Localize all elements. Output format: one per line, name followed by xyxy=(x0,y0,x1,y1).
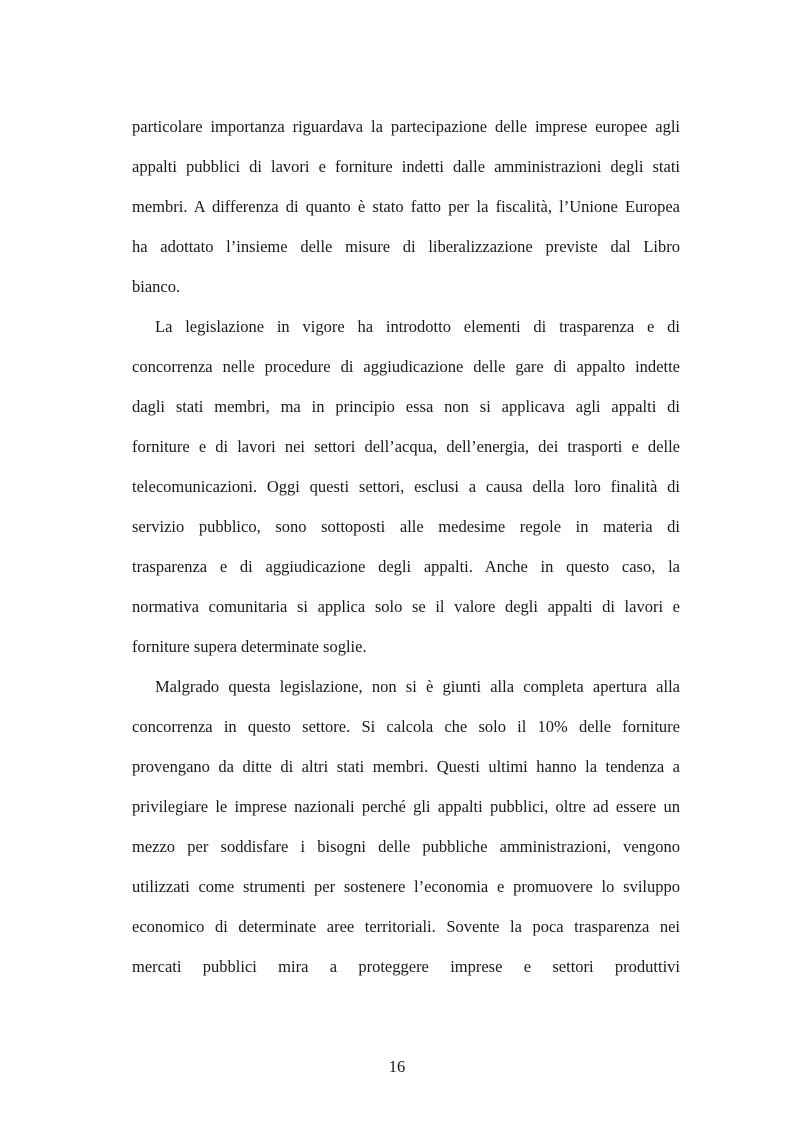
text-line: mercati pubblici mira a proteggere imprese e settori produttivi xyxy=(132,957,680,976)
text-line: telecomunicazioni. Oggi questi settori, esclusi a causa della loro finalità di xyxy=(132,477,680,496)
text-line: utilizzati come strumenti per sostenere l’economia e promuovere lo sviluppo xyxy=(132,877,680,896)
text-line: forniture supera determinate soglie. xyxy=(132,637,367,656)
text-line: trasparenza e di aggiudicazione degli appalti. Anche in questo caso, la xyxy=(132,557,680,576)
text-line: mezzo per soddisfare i bisogni delle pubbliche amministrazioni, vengono xyxy=(132,837,680,856)
page-number: 16 xyxy=(388,1057,406,1076)
text-line: economico di determinate aree territoriali. Sovente la poca trasparenza nei xyxy=(132,917,680,936)
text-line: privilegiare le imprese nazionali perché gli appalti pubblici, oltre ad essere un xyxy=(132,797,680,816)
text-line: membri. A differenza di quanto è stato fatto per la fiscalità, l’Unione Europea xyxy=(132,197,680,216)
text-line: ha adottato l’insieme delle misure di liberalizzazione previste dal Libro xyxy=(132,237,680,256)
text-line: normativa comunitaria si applica solo se il valore degli appalti di lavori e xyxy=(132,597,680,616)
text-line: dagli stati membri, ma in principio essa non si applicava agli appalti di xyxy=(132,397,680,416)
text-line: concorrenza in questo settore. Si calcola che solo il 10% delle forniture xyxy=(132,717,680,736)
paragraph-first-line: Malgrado questa legislazione, non si è giunti alla completa apertura alla xyxy=(155,677,680,696)
text-line: concorrenza nelle procedure di aggiudicazione delle gare di appalto indette xyxy=(132,357,680,376)
text-line: servizio pubblico, sono sottoposti alle medesime regole in materia di xyxy=(132,517,680,536)
text-line: provengano da ditte di altri stati membri. Questi ultimi hanno la tendenza a xyxy=(132,757,680,776)
text-line: particolare importanza riguardava la partecipazione delle imprese europee agli xyxy=(132,117,680,136)
text-line: forniture e di lavori nei settori dell’acqua, dell’energia, dei trasporti e delle xyxy=(132,437,680,456)
text-line: appalti pubblici di lavori e forniture indetti dalle amministrazioni degli stati xyxy=(132,157,680,176)
text-line: bianco. xyxy=(132,277,181,296)
paragraph-first-line: La legislazione in vigore ha introdotto elementi di trasparenza e di xyxy=(155,317,680,336)
